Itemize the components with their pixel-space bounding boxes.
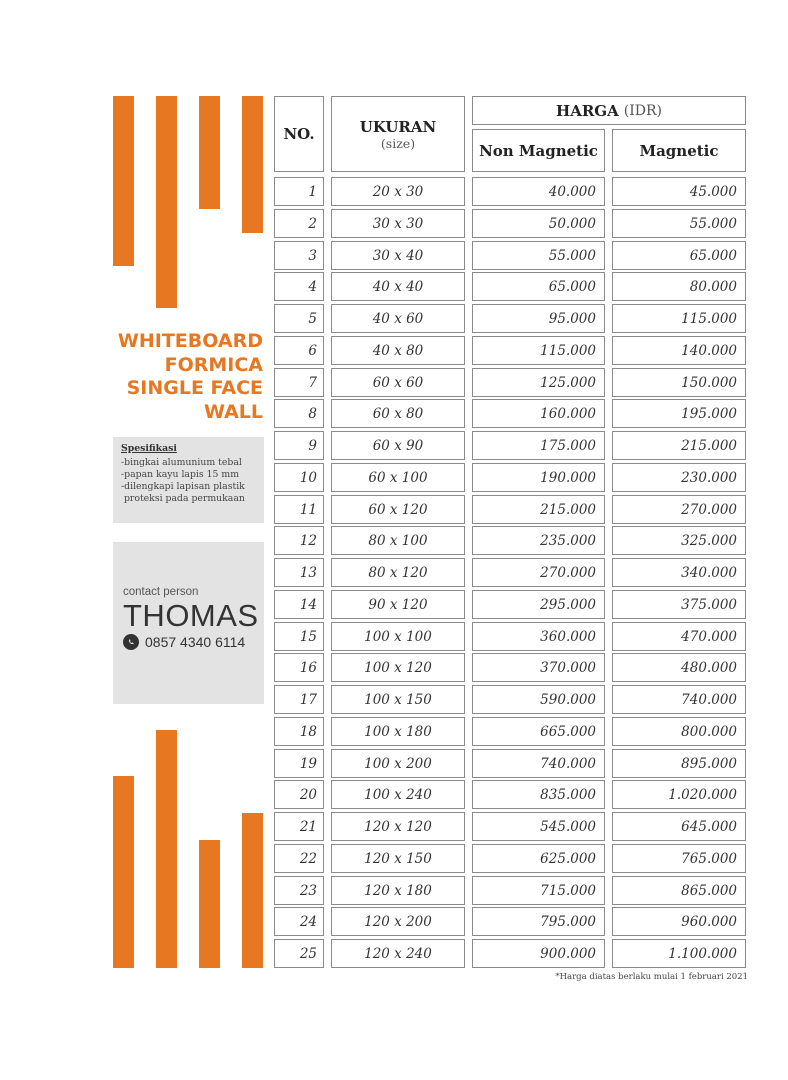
row-price-magnetic: 65.000 [612, 241, 746, 270]
row-size: 100 x 240 [331, 780, 465, 809]
row-price-non-magnetic: 160.000 [472, 399, 605, 428]
row-price-magnetic: 765.000 [612, 844, 746, 873]
row-price-magnetic: 1.100.000 [612, 939, 746, 968]
title-line: WHITEBOARD [117, 330, 263, 352]
row-price-magnetic: 325.000 [612, 526, 746, 555]
spec-panel [113, 437, 264, 523]
contact-panel [113, 542, 264, 704]
header-size [331, 96, 465, 172]
row-no: 4 [274, 272, 324, 301]
row-no: 9 [274, 431, 324, 460]
row-price-non-magnetic: 900.000 [472, 939, 605, 968]
row-size: 60 x 120 [331, 495, 465, 524]
row-price-non-magnetic: 65.000 [472, 272, 605, 301]
row-price-non-magnetic: 55.000 [472, 241, 605, 270]
decor-bar [242, 96, 263, 233]
row-price-non-magnetic: 835.000 [472, 780, 605, 809]
row-size: 60 x 100 [331, 463, 465, 492]
row-price-magnetic: 895.000 [612, 749, 746, 778]
row-no: 20 [274, 780, 324, 809]
row-no: 5 [274, 304, 324, 333]
row-no: 8 [274, 399, 324, 428]
row-no: 7 [274, 368, 324, 397]
row-size: 120 x 150 [331, 844, 465, 873]
row-no: 13 [274, 558, 324, 587]
row-size: 40 x 80 [331, 336, 465, 365]
contact-phone: 0857 4340 6114 [145, 634, 246, 650]
row-no: 23 [274, 876, 324, 905]
row-price-magnetic: 140.000 [612, 336, 746, 365]
row-price-non-magnetic: 715.000 [472, 876, 605, 905]
row-size: 30 x 30 [331, 209, 465, 238]
header-price-label: HARGA [556, 101, 619, 120]
row-no: 15 [274, 622, 324, 651]
row-price-non-magnetic: 370.000 [472, 653, 605, 682]
product-title [100, 330, 263, 424]
row-price-non-magnetic: 175.000 [472, 431, 605, 460]
row-price-magnetic: 375.000 [612, 590, 746, 619]
row-price-magnetic: 45.000 [612, 177, 746, 206]
row-price-magnetic: 340.000 [612, 558, 746, 587]
row-no: 18 [274, 717, 324, 746]
row-price-magnetic: 150.000 [612, 368, 746, 397]
spec-title: Spesifikasi [121, 443, 177, 454]
header-non-magnetic-label: Non Magnetic [479, 141, 598, 160]
header-size-sub: (size) [380, 135, 416, 151]
row-no: 21 [274, 812, 324, 841]
row-price-magnetic: 195.000 [612, 399, 746, 428]
row-size: 120 x 240 [331, 939, 465, 968]
row-price-non-magnetic: 740.000 [472, 749, 605, 778]
row-size: 90 x 120 [331, 590, 465, 619]
header-size-label: UKURAN [359, 117, 437, 136]
row-size: 100 x 120 [331, 653, 465, 682]
decor-bar [199, 840, 220, 968]
row-price-non-magnetic: 270.000 [472, 558, 605, 587]
row-no: 11 [274, 495, 324, 524]
header-price [472, 96, 746, 125]
row-no: 22 [274, 844, 324, 873]
row-no: 19 [274, 749, 324, 778]
row-no: 25 [274, 939, 324, 968]
row-size: 30 x 40 [331, 241, 465, 270]
row-no: 3 [274, 241, 324, 270]
row-no: 2 [274, 209, 324, 238]
contact-name: THOMAS [123, 598, 259, 633]
decor-bar [242, 813, 263, 968]
row-size: 40 x 60 [331, 304, 465, 333]
spec-line: -bingkai alumunium tebal [121, 457, 242, 468]
row-price-magnetic: 645.000 [612, 812, 746, 841]
header-no-label: NO. [283, 125, 315, 143]
footnote: *Harga diatas berlaku mulai 1 februari 2021 [555, 972, 748, 982]
row-price-magnetic: 115.000 [612, 304, 746, 333]
row-size: 100 x 150 [331, 685, 465, 714]
title-line: SINGLE FACE [126, 377, 263, 399]
decor-bar [113, 96, 134, 266]
row-price-non-magnetic: 545.000 [472, 812, 605, 841]
row-no: 10 [274, 463, 324, 492]
row-no: 1 [274, 177, 324, 206]
row-size: 40 x 40 [331, 272, 465, 301]
row-size: 60 x 80 [331, 399, 465, 428]
row-no: 6 [274, 336, 324, 365]
whatsapp-icon [123, 634, 139, 650]
header-magnetic-label: Magnetic [639, 141, 719, 160]
decor-bar [156, 96, 177, 308]
row-price-non-magnetic: 190.000 [472, 463, 605, 492]
row-price-magnetic: 480.000 [612, 653, 746, 682]
row-size: 120 x 200 [331, 907, 465, 936]
row-price-magnetic: 215.000 [612, 431, 746, 460]
row-size: 80 x 100 [331, 526, 465, 555]
row-size: 100 x 200 [331, 749, 465, 778]
spec-line: -papan kayu lapis 15 mm [121, 469, 240, 480]
row-price-magnetic: 80.000 [612, 272, 746, 301]
row-price-non-magnetic: 360.000 [472, 622, 605, 651]
row-size: 100 x 180 [331, 717, 465, 746]
row-no: 14 [274, 590, 324, 619]
row-price-non-magnetic: 95.000 [472, 304, 605, 333]
header-no [274, 96, 324, 172]
row-price-magnetic: 740.000 [612, 685, 746, 714]
row-price-magnetic: 470.000 [612, 622, 746, 651]
row-price-non-magnetic: 295.000 [472, 590, 605, 619]
title-line: WALL [203, 400, 263, 423]
header-price-unit: (IDR) [623, 102, 662, 119]
header-magnetic [612, 129, 746, 172]
decor-bar [113, 776, 134, 968]
row-price-non-magnetic: 40.000 [472, 177, 605, 206]
row-no: 17 [274, 685, 324, 714]
contact-phone-row [123, 634, 264, 650]
row-price-non-magnetic: 50.000 [472, 209, 605, 238]
row-price-magnetic: 230.000 [612, 463, 746, 492]
row-price-non-magnetic: 590.000 [472, 685, 605, 714]
row-size: 100 x 100 [331, 622, 465, 651]
row-price-magnetic: 55.000 [612, 209, 746, 238]
row-price-non-magnetic: 115.000 [472, 336, 605, 365]
row-price-magnetic: 960.000 [612, 907, 746, 936]
row-size: 120 x 180 [331, 876, 465, 905]
row-price-non-magnetic: 125.000 [472, 368, 605, 397]
row-no: 16 [274, 653, 324, 682]
row-price-magnetic: 800.000 [612, 717, 746, 746]
spec-line: proteksi pada permukaan [121, 493, 245, 504]
row-price-magnetic: 1.020.000 [612, 780, 746, 809]
row-price-non-magnetic: 235.000 [472, 526, 605, 555]
row-size: 120 x 120 [331, 812, 465, 841]
row-no: 12 [274, 526, 324, 555]
title-line: FORMICA [164, 353, 263, 376]
row-price-magnetic: 270.000 [612, 495, 746, 524]
contact-label: contact person [123, 586, 199, 598]
row-size: 20 x 30 [331, 177, 465, 206]
decor-bar [156, 730, 177, 968]
row-price-non-magnetic: 625.000 [472, 844, 605, 873]
row-price-magnetic: 865.000 [612, 876, 746, 905]
row-price-non-magnetic: 665.000 [472, 717, 605, 746]
spec-line: -dilengkapi lapisan plastik [121, 481, 245, 492]
row-size: 60 x 90 [331, 431, 465, 460]
row-size: 60 x 60 [331, 368, 465, 397]
row-size: 80 x 120 [331, 558, 465, 587]
row-no: 24 [274, 907, 324, 936]
row-price-non-magnetic: 795.000 [472, 907, 605, 936]
row-price-non-magnetic: 215.000 [472, 495, 605, 524]
header-non-magnetic [472, 129, 605, 172]
decor-bar [199, 96, 220, 209]
